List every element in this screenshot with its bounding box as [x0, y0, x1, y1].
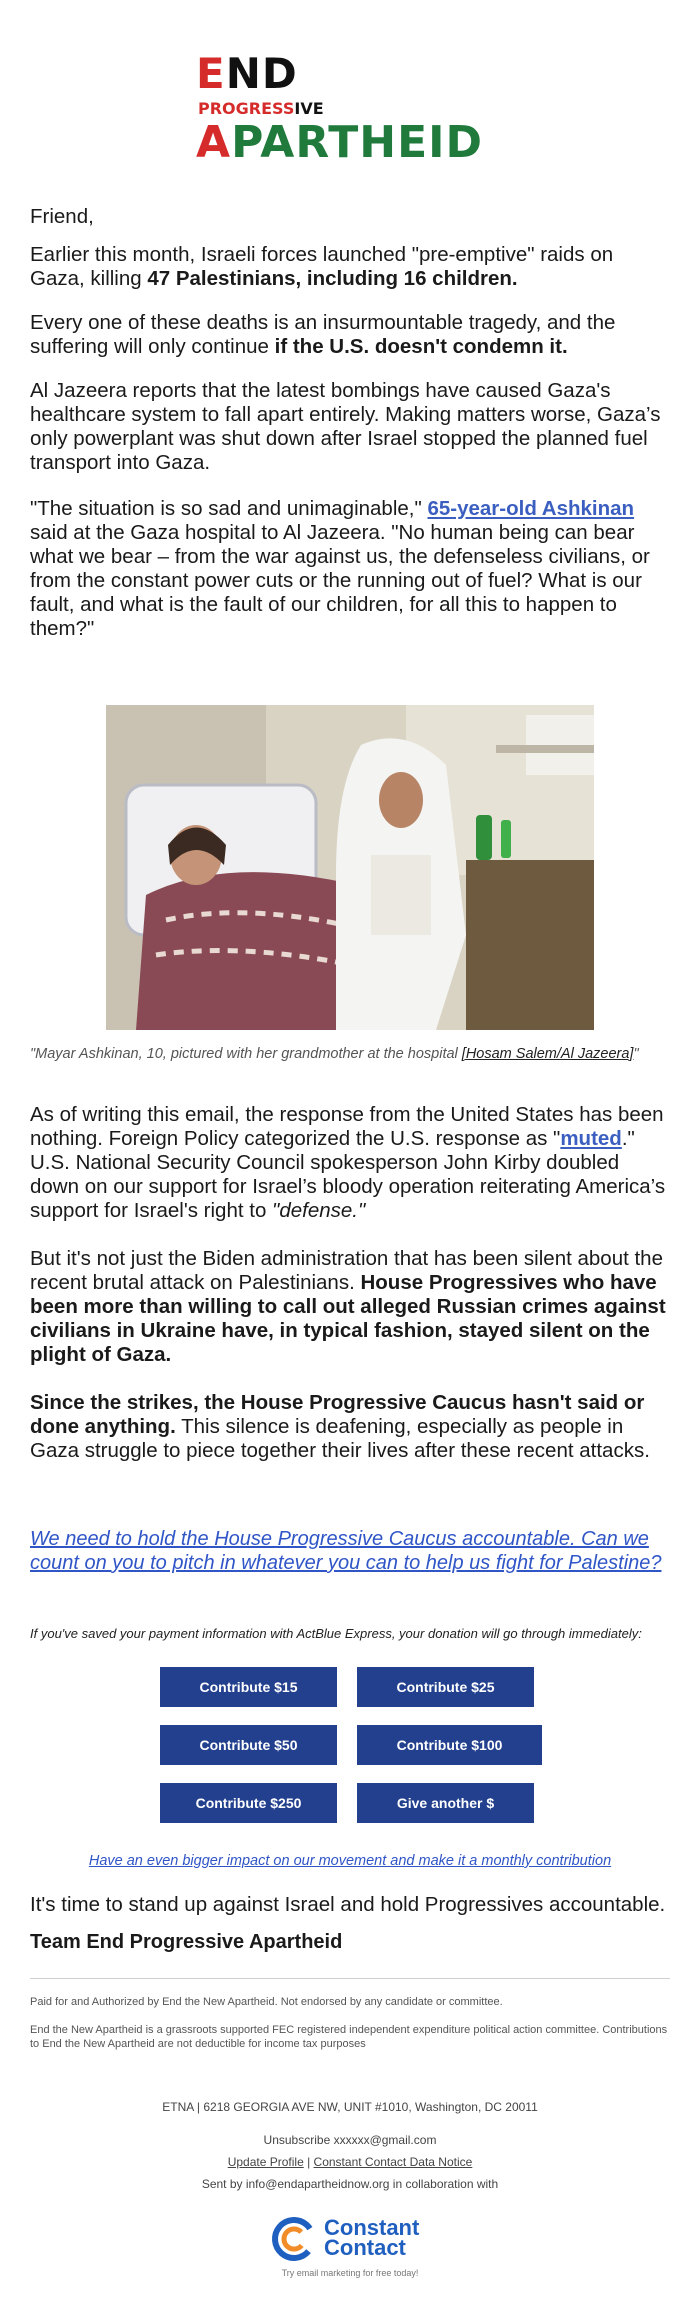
paid-for-disclaimer: Paid for and Authorized by End the New Apartheid. Not endorsed by any candidate or committee. — [30, 1996, 503, 2008]
constant-contact-swirl-icon — [270, 2215, 318, 2263]
cta-paragraph — [30, 1527, 670, 1575]
footer-link-separator: | — [303, 2155, 314, 2169]
constant-contact-tagline: Try email marketing for free today! — [281, 2268, 419, 2278]
contribute-25-button[interactable]: Contribute $25 — [357, 1667, 534, 1707]
data-notice-link[interactable]: Constant Contact Data Notice — [313, 2155, 473, 2169]
constant-contact-name-line1: Constant — [324, 2215, 420, 2240]
footer-links — [0, 2155, 700, 2169]
paragraph-tragedy: Every one of these deaths is an insurmountable tragedy, and the suffering will only continue if the U.S. doesn't condemn it. — [30, 311, 616, 358]
monthly-contribution-link[interactable]: Have an even bigger impact on our movement and make it a monthly contribution — [88, 1853, 612, 1869]
paragraph-us-response: As of writing this email, the response from the United States has been nothing. Foreign Policy categorized the U.S. response as "muted." U.S. National Security Council spokesperson John Kirby doubled down on our support for Israel’s bloody operation reiterating America’s support for Israel's right to "defense." — [30, 1103, 666, 1222]
logo-word-apartheid: APARTHEID — [196, 117, 484, 168]
signature: Team End Progressive Apartheid — [30, 1931, 343, 1953]
monthly-contribution-text — [0, 1853, 700, 1869]
muted-link[interactable]: muted — [560, 1127, 622, 1150]
ashkinan-link[interactable]: 65-year-old Ashkinan — [427, 497, 635, 520]
paragraph-biden-progressives: But it's not just the Biden administration that has been silent about the recent brutal attack on Palestinians. House Progressives who have been more than willing to call out alleged Russian crimes against civilians in Ukraine have, in typical fashion, stayed silent on the plight of Gaza. — [30, 1247, 666, 1366]
unsubscribe-link[interactable]: Unsubscribe xxxxxx@gmail.com — [263, 2133, 437, 2147]
contribute-100-button[interactable]: Contribute $100 — [357, 1725, 542, 1765]
greeting: Friend, — [30, 205, 94, 228]
logo-word-progressive: PROGRESSIVE — [198, 99, 324, 118]
constant-contact-logo[interactable] — [270, 2215, 440, 2265]
update-profile-link[interactable]: Update Profile — [227, 2155, 304, 2169]
cta-link[interactable]: We need to hold the House Progressive Caucus accountable. Can we count on you to pitch in whatever you can to help us fight for Palestine? — [30, 1528, 662, 1574]
paragraph-healthcare: Al Jazeera reports that the latest bombings have caused Gaza's healthcare system to fall apart entirely. Making matters worse, Gaza’s only powerplant was shut down after Israel stopped the planned fuel transport into Gaza. — [30, 379, 661, 474]
contribute-15-button[interactable]: Contribute $15 — [160, 1667, 337, 1707]
give-another-amount-button[interactable]: Give another $ — [357, 1783, 534, 1823]
sent-by-line: Sent by info@endapartheidnow.org in collaboration with — [201, 2177, 499, 2191]
paragraph-quote: "The situation is so sad and unimaginable," 65-year-old Ashkinan said at the Gaza hospital to Al Jazeera. "No human being can bear what we bear – from the war against us, the defenseless civilians, or from the constant power cuts or the running out of fuel? What is our fault, and what is the fault of our children, for all this to happen to them?" — [30, 497, 650, 640]
logo-word-end: END — [196, 49, 298, 98]
actblue-note: If you've saved your payment information with ActBlue Express, your donation will go through immediately: — [30, 1626, 642, 1641]
paragraph-raids: Earlier this month, Israeli forces launched "pre-emptive" raids on Gaza, killing 47 Palestinians, including 16 children. — [30, 243, 614, 290]
constant-contact-name-line2: Contact — [324, 2235, 406, 2260]
footer-address: ETNA | 6218 GEORGIA AVE NW, UNIT #1010, Washington, DC 20011 — [162, 2100, 538, 2114]
contribute-50-button[interactable]: Contribute $50 — [160, 1725, 337, 1765]
closing-line: It's time to stand up against Israel and hold Progressives accountable. — [30, 1893, 666, 1916]
hospital-photo — [106, 705, 594, 1030]
pac-disclaimer: End the New Apartheid is a grassroots supported FEC registered independent expenditure political action committee. Contributions to End the New Apartheid are not deductible for income tax purposes — [30, 2024, 668, 2050]
footer-divider — [30, 1978, 670, 1979]
unsubscribe-line — [0, 2133, 700, 2147]
contribute-250-button[interactable]: Contribute $250 — [160, 1783, 337, 1823]
photo-caption: "Mayar Ashkinan, 10, pictured with her grandmother at the hospital [Hosam Salem/Al Jazeera]" — [30, 1046, 639, 1062]
paragraph-caucus-silence: Since the strikes, the House Progressive Caucus hasn't said or done anything. This silence is deafening, especially as people in Gaza struggle to piece together their lives after these recent attacks. — [30, 1391, 650, 1462]
end-progressive-apartheid-logo — [196, 49, 516, 168]
photo-credit-link[interactable]: [Hosam Salem/Al Jazeera] — [461, 1046, 634, 1062]
